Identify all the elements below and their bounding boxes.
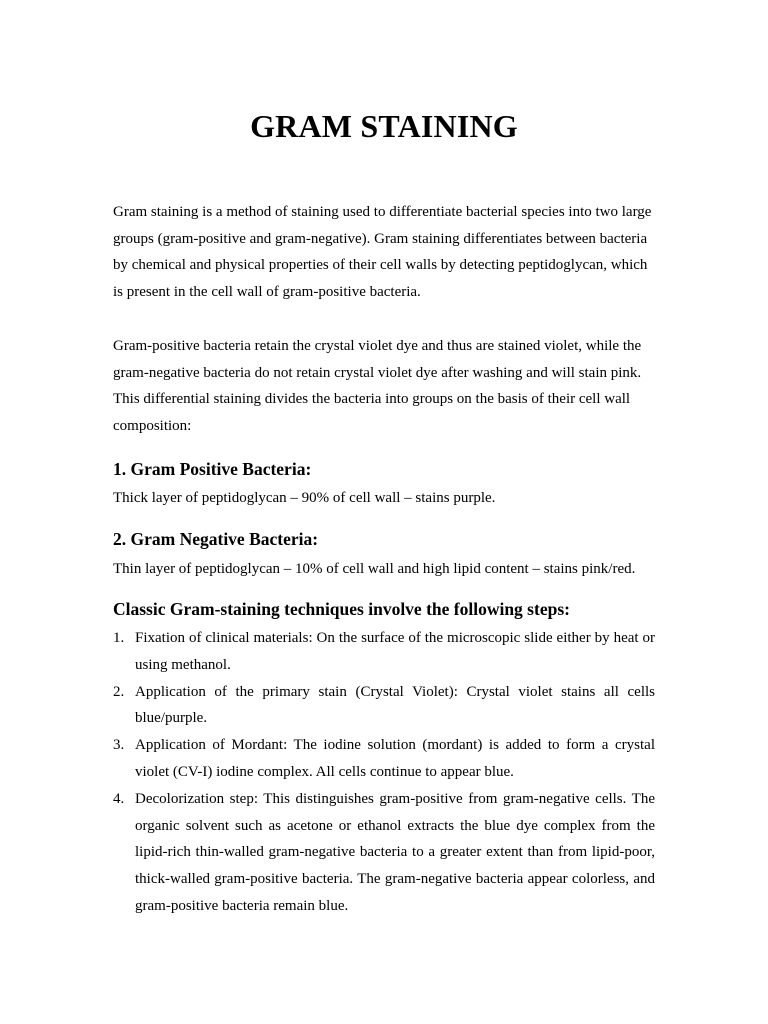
step-number: 4. xyxy=(113,790,125,807)
step-number: 2. xyxy=(113,683,125,700)
step-text: Decolorization step: This distinguishes gram-positive from gram-negative cells. The organic solvent such as acetone or ethanol extracts the blue dye complex from the lipid-rich thin-walled gram-negative bacteria to a greater extent than from lipid-poor, thick-walled gram-positive bacteria. The gram-negative bacteria appear colorless, and gram-positive bacteria remain blue. xyxy=(135,790,655,914)
step-item xyxy=(113,679,655,733)
step-text: Application of Mordant: The iodine solution (mordant) is added to form a crystal violet (CV-I) iodine complex. All cells continue to appear blue. xyxy=(135,737,655,781)
page-title: GRAM STAINING xyxy=(250,108,518,144)
differential-paragraph: Gram-positive bacteria retain the crystal violet dye and thus are stained violet, while the gram-negative bacteria do not retain crystal violet dye after washing and will stain pink. This differential staining divides the bacteria into groups on the basis of their cell wall composition: xyxy=(113,337,642,434)
steps-heading: Classic Gram-staining techniques involve the following steps: xyxy=(113,599,570,620)
intro-paragraph: Gram staining is a method of staining used to differentiate bacterial species into two large groups (gram-positive and gram-negative). Gram staining differentiates between bacteria by chemical and physical properties of their cell walls by detecting peptidoglycan, which is present in the cell wall of gram-positive bacteria. xyxy=(113,204,652,301)
gram-positive-text: Thick layer of peptidoglycan – 90% of cell wall – stains purple. xyxy=(113,489,496,506)
gram-negative-heading: 2. Gram Negative Bacteria: xyxy=(113,529,319,550)
step-text: Fixation of clinical materials: On the surface of the microscopic slide either by heat or using methanol. xyxy=(135,630,655,673)
step-item xyxy=(113,786,655,920)
step-item xyxy=(113,732,655,786)
document-body xyxy=(113,199,655,920)
gram-positive-heading: 1. Gram Positive Bacteria: xyxy=(113,458,312,479)
steps-list xyxy=(113,625,655,920)
step-item xyxy=(113,625,655,679)
step-number: 1. xyxy=(113,630,125,647)
step-text: Application of the primary stain (Crystal Violet): Crystal violet stains all cells blue/purple. xyxy=(135,683,655,727)
step-number: 3. xyxy=(113,737,125,754)
gram-negative-text: Thin layer of peptidoglycan – 10% of cell wall and high lipid content – stains pink/red. xyxy=(113,561,636,578)
